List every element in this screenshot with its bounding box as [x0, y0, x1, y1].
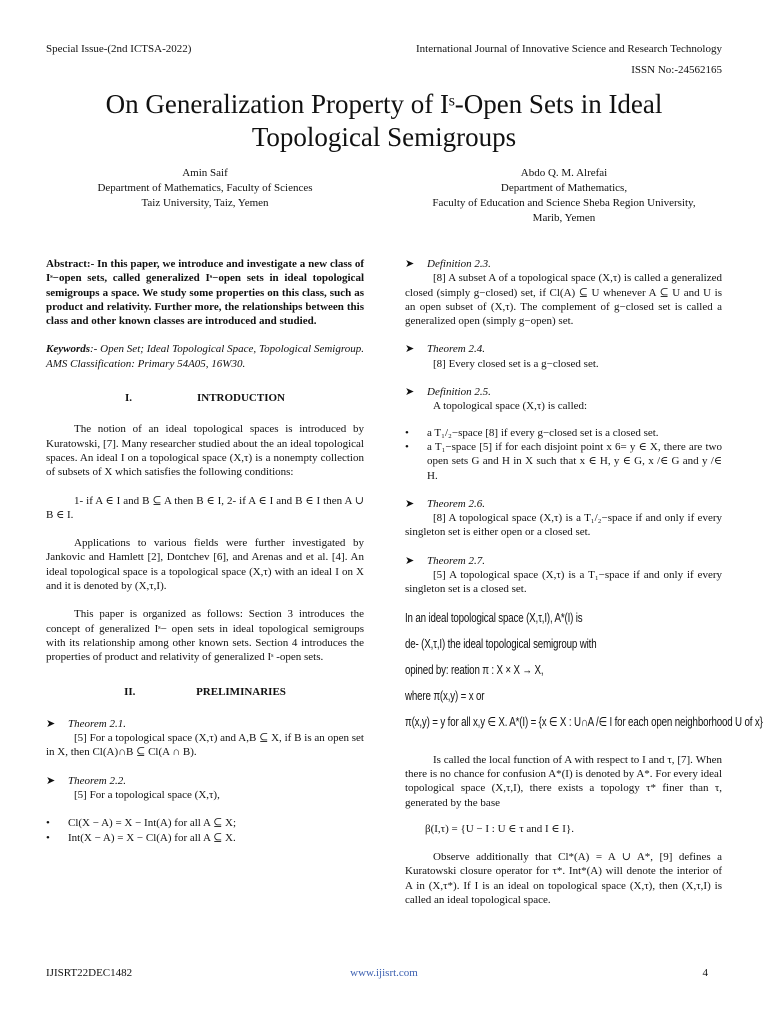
list-item: • a T₁−space [5] if for each disjoint point x 6= y ∈ X, there are two open sets G and H in X such that x ∈ H, y ∈ G, x /∈ G and y /∈ H.	[405, 440, 722, 483]
section-heading-introduction: I. INTRODUCTION	[124, 392, 285, 405]
left-column	[46, 257, 364, 845]
intro-paragraph: 1- if A ∈ I and B ⊆ A then B ∈ I, 2- if A ∈ I and B ∈ I then A ∪ B ∈ I.	[46, 494, 364, 521]
list-item: • a T₁/₂−space [8] if every g−closed set is a closed set.	[405, 426, 722, 440]
theorem-2-4: ➤ Theorem 2.4. [8] Every closed set is a g−closed set.	[405, 343, 599, 370]
journal-website-link[interactable]: www.ijisrt.com	[350, 967, 418, 979]
title-line-1: On Generalization Property of Iˢ-Open Sets in Ideal	[105, 89, 663, 119]
arrow-bullet-icon: ➤	[405, 343, 415, 356]
note-line: In an ideal topological space (X,τ,I), A*(I) is	[405, 610, 583, 625]
author-name: Amin Saif	[182, 167, 228, 179]
note-line: π(x,y) = y for all x,y ∈ X. A*(I) = {x ∈ X : U∩A /∈ I for each open neighborhood U of x}	[405, 714, 763, 729]
embedded-note-image	[405, 610, 763, 739]
local-function-paragraph: Is called the local function of A with respect to I and τ, [7]. When there is no chance for confusion A*(I) is denoted by A*. For every ideal topological space (X,τ,I), there exists a topology τ* finer than τ, generated by the base	[405, 753, 722, 809]
arrow-bullet-icon: ➤	[405, 554, 415, 567]
theorem-2-2: ➤ Theorem 2.2. [5] For a topological space (X,τ),	[46, 774, 220, 802]
note-line: de- (X,τ,I) the ideal topological semigroup with	[405, 636, 597, 651]
author-affiliation: Taiz University, Taiz, Yemen	[141, 197, 269, 209]
author-affiliation: Department of Mathematics, Faculty of Sciences	[97, 182, 313, 194]
definition-2-5: ➤ Definition 2.5. A topological space (X,τ) is called:	[405, 386, 588, 413]
section-heading-preliminaries: II. PRELIMINARIES	[124, 685, 286, 698]
paper-id: IJISRT22DEC1482	[46, 967, 133, 979]
issn: ISSN No:-24562165	[631, 64, 722, 76]
author-affiliation: Department of Mathematics,	[500, 182, 628, 194]
theorem-2-1: ➤ Theorem 2.1. [5] For a topological space (X,τ) and A,B ⊆ X, if B is an open set in X, then Cl(A)∩B ⊆ Cl(A ∩ B).	[46, 717, 364, 759]
observe-paragraph: Observe additionally that Cl*(A) = A ∪ A*, [9] defines a Kuratowski closure operator for τ*. Int*(A) will denote the interior of A in (X,τ*). If I is an ideal on topological space (X,τ), then (X,τ,I) is called an ideal topological space.	[405, 851, 722, 907]
author-affiliation: Marib, Yemen	[532, 212, 596, 224]
abstract: Abstract:- In this paper, we introduce and investigate a new class of Iˢ−open sets, called generalized Iˢ−open sets in ideal topological semigroups a space. We study some properties on this class, such as product and relativity. Further more, the relationships between this class and other known classes are introduced and studied.	[46, 258, 364, 328]
arrow-bullet-icon: ➤	[405, 497, 415, 510]
list-item: • Int(X − A) = X − Cl(A) for all A ⊆ X.	[46, 831, 364, 845]
keywords	[46, 342, 364, 371]
theorem-2-2-list	[46, 816, 364, 845]
theorem-2-6: ➤ Theorem 2.6. [8] A topological space (X,τ) is a T₁/₂−space if and only if every singleton set is either open or a closed set.	[405, 497, 722, 539]
page-number: 4	[702, 967, 708, 979]
arrow-bullet-icon: ➤	[405, 386, 415, 399]
definition-2-3: ➤ Definition 2.3. [8] A subset A of a topological space (X,τ) is called a generalized closed (simply g−closed) set, if Cl(A) ⊆ U whenever A ⊆ U and U is an open subset of (X,τ). The complement of g−closed set is called a generalized open (simply g−open) set.	[405, 258, 722, 328]
author-affiliation: Faculty of Education and Science Sheba Region University,	[432, 197, 696, 209]
keywords-text: :- Open Set; Ideal Topological Space, Topological Semigroup. AMS Classification: Primary 54A05, 16W30.	[46, 343, 364, 370]
note-line: where π(x,y) = x or	[405, 688, 485, 703]
author-name: Abdo Q. M. Alrefai	[520, 167, 608, 179]
base-formula: β(I,τ) = {U − I : U ∈ τ and I ∈ I}.	[425, 822, 574, 835]
title-line-2: Topological Semigroups	[251, 122, 517, 152]
journal-name: International Journal of Innovative Science and Research Technology	[415, 43, 722, 55]
keywords-label: Keywords	[46, 343, 90, 356]
author-block-2	[400, 166, 728, 226]
intro-paragraph: Applications to various fields were further investigated by Jankovic and Hamlett [2], Dontchev [6], and Arenas and et al. [4]. An ideal topological space is a topological space (X,τ) with an ideal I on X and it is denoted by (X,τ,I).	[46, 537, 364, 593]
intro-paragraph: The notion of an ideal topological spaces is introduced by Kuratowski, [7]. Many researcher studied about the an ideal topological spaces. An ideal I on a topological space (X,τ) is a nonempty collection of subsets of X which satisfies the following conditions:	[46, 423, 364, 479]
definition-2-5-list	[405, 426, 722, 483]
list-item: • Cl(X − A) = X − Int(A) for all A ⊆ X;	[46, 816, 364, 830]
arrow-bullet-icon: ➤	[46, 717, 56, 730]
right-column	[405, 257, 763, 907]
theorem-2-7: ➤ Theorem 2.7. [5] A topological space (X,τ) is a T₁−space if and only if every singleton set is a closed set.	[405, 554, 722, 596]
arrow-bullet-icon: ➤	[46, 774, 56, 787]
intro-paragraph: This paper is organized as follows: Section 3 introduces the concept of generalized Iˢ− open sets in ideal topological semigroups with its relationship among other known sets. Section 4 introduces the properties of product and relativity of generalized Iˢ -open sets.	[46, 608, 364, 664]
note-line: opined by: reation π : X × X → X,	[405, 662, 544, 677]
journal-issue: Special Issue-(2nd ICTSA-2022)	[46, 43, 192, 55]
author-block-1	[50, 166, 360, 211]
paper-title	[30, 88, 738, 154]
arrow-bullet-icon: ➤	[405, 258, 415, 270]
